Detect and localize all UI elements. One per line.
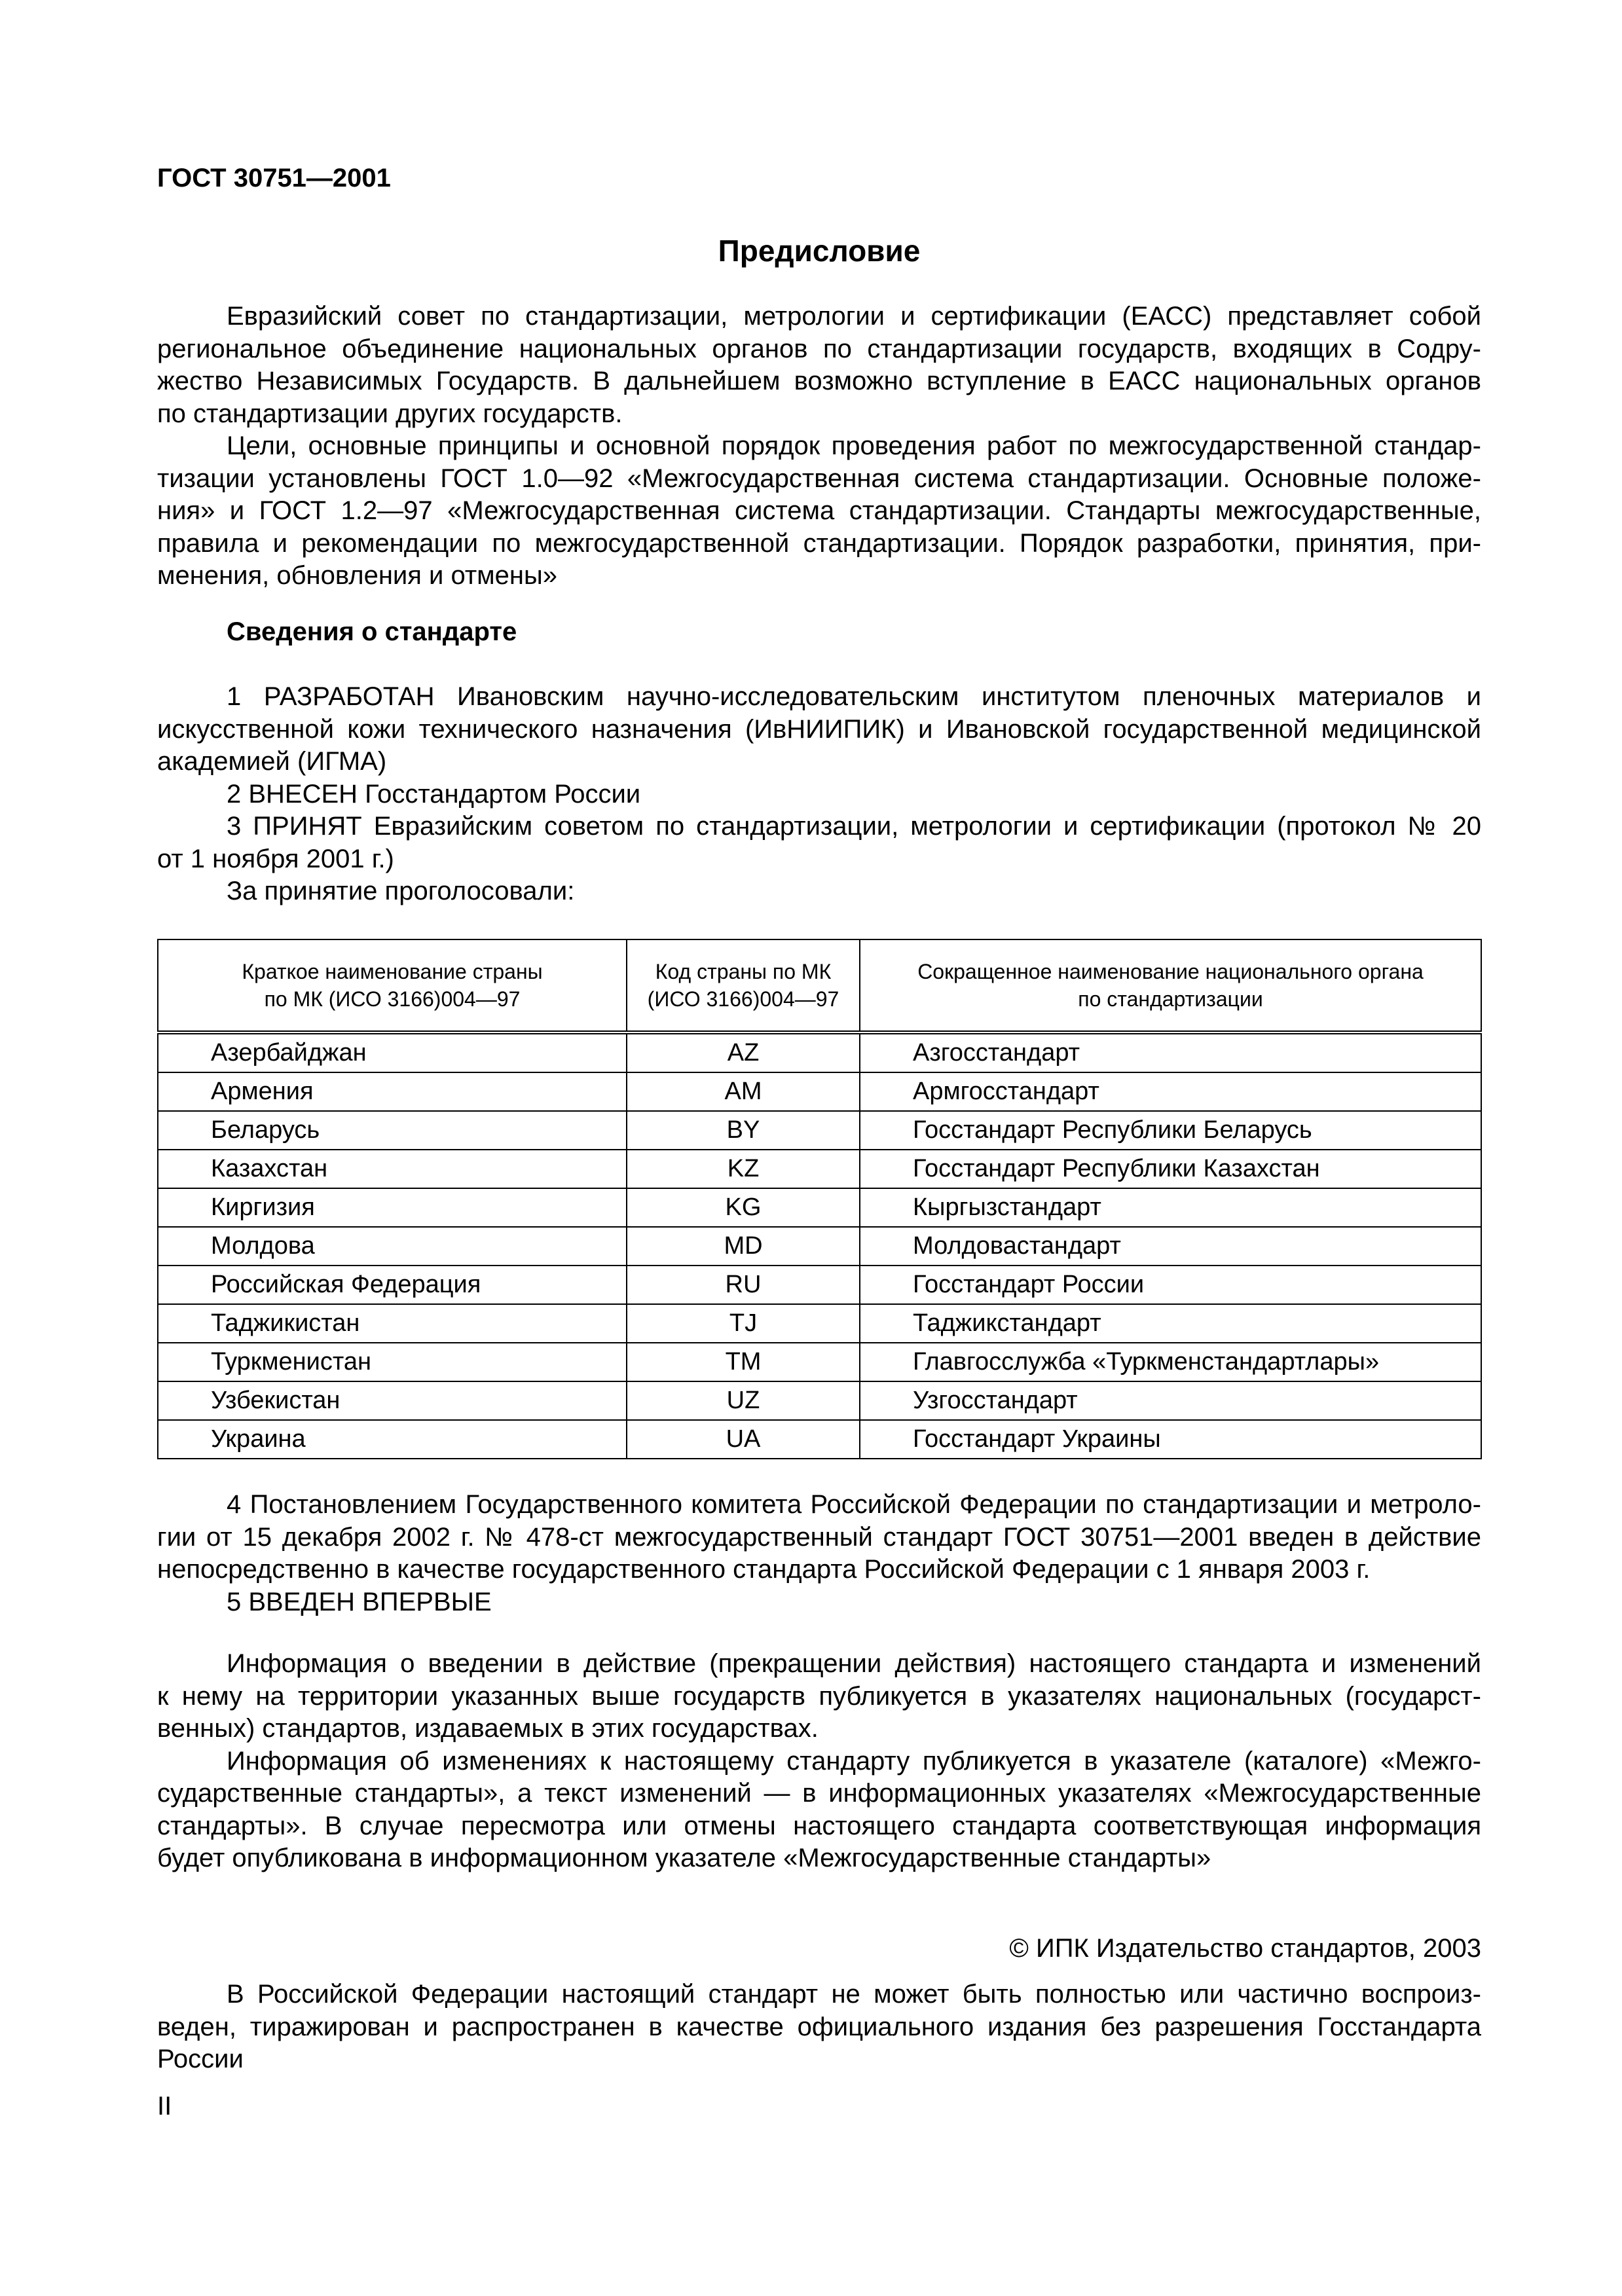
page-number: II [157, 2092, 172, 2121]
paragraph-line: венных) стандартов, издаваемых в этих государствах. [157, 1714, 819, 1743]
table-row [158, 1266, 1481, 1304]
paragraph-line: академией (ИГМА) [157, 747, 387, 776]
table-row [158, 1032, 1481, 1072]
code-cell: KG [627, 1188, 860, 1227]
paragraph-line: к нему на территории указанных выше государств публикуется в указателях национальных (государст- [157, 1681, 1481, 1711]
body-cell: Армгосстандарт [860, 1072, 1481, 1111]
foreword-section [157, 301, 1481, 592]
paragraph-line: Евразийский совет по стандартизации, метрологии и сертификации (ЕАСС) представляет собой [227, 302, 1481, 331]
header-line: Краткое наименование страны [242, 960, 543, 983]
body-cell: Молдовастандарт [860, 1227, 1481, 1266]
body-cell: Главгосслужба «Туркменстандартлары» [860, 1343, 1481, 1381]
paragraph-line: от 1 ноября 2001 г.) [157, 844, 394, 873]
paragraph-line: Информация об изменениях к настоящему стандарту публикуется в указателе (каталоге) «Межго- [227, 1746, 1481, 1776]
country-cell: Узбекистан [158, 1381, 627, 1420]
country-cell: Армения [158, 1072, 627, 1111]
code-cell: UA [627, 1420, 860, 1459]
header-line: Код страны по МК [655, 960, 832, 983]
paragraph-line: жество Независимых Государств. В дальнейшем возможно вступление в ЕАСС национальных органов [157, 367, 1481, 395]
country-cell: Казахстан [158, 1150, 627, 1188]
paragraph-line: 4 Постановлением Государственного комитета Российской Федерации по стандартизации и метроло- [227, 1490, 1481, 1519]
code-cell: BY [627, 1111, 860, 1150]
paragraph-line: будет опубликована в информационном указателе «Межгосударственные стандарты» [157, 1844, 1211, 1872]
country-cell: Украина [158, 1420, 627, 1459]
paragraph-line: веден, тиражирован и распространен в качестве официального издания без разрешения Госстандарта [157, 2012, 1481, 2041]
rights-notice [157, 1978, 1481, 2076]
body-cell: Госстандарт Республики Беларусь [860, 1111, 1481, 1150]
body-cell: Узгосстандарт [860, 1381, 1481, 1420]
body-cell: Госстандарт Украины [860, 1420, 1481, 1459]
code-cell: MD [627, 1227, 860, 1266]
later-items [157, 1489, 1481, 1618]
paragraph-line: искусственной кожи технического назначения (ИвНИИПИК) и Ивановской государственной медицинской [157, 714, 1481, 744]
paragraph-line: сударственные стандарты», а текст изменений — в информационных указателях «Межгосударственные [157, 1779, 1481, 1808]
header-line: по МК (ИСО 3166)004—97 [264, 987, 521, 1011]
document-header: ГОСТ 30751—2001 [157, 164, 391, 192]
copyright: © ИПК Издательство стандартов, 2003 [1009, 1934, 1481, 1963]
table-row [158, 1111, 1481, 1150]
country-cell: Беларусь [158, 1111, 627, 1150]
header-line: по стандартизации [1078, 987, 1263, 1011]
paragraph-line: менения, обновления и отмены» [157, 561, 557, 590]
header-line: (ИСО 3166)004—97 [647, 987, 839, 1011]
country-cell: Молдова [158, 1227, 627, 1266]
info-items [157, 681, 1481, 908]
paragraph-line: гии от 15 декабря 2002 г. № 478-ст межгосударственный стандарт ГОСТ 30751—2001 введен в действие [157, 1522, 1481, 1552]
paragraph-line: стандарты». В случае пересмотра или отмены настоящего стандарта соответствующая информация [157, 1811, 1481, 1840]
country-cell: Российская Федерация [158, 1266, 627, 1304]
notices [157, 1648, 1481, 1875]
paragraph-line: непосредственно в качестве государственного стандарта Российской Федерации с 1 января 2003 г. [157, 1555, 1371, 1584]
code-cell: KZ [627, 1150, 860, 1188]
paragraph-line: За принятие проголосовали: [227, 877, 575, 905]
body-cell: Таджикстандарт [860, 1304, 1481, 1343]
paragraph-line: 2 ВНЕСЕН Госстандартом России [227, 779, 641, 809]
table-row [158, 1381, 1481, 1420]
body-cell: Госстандарт Республики Казахстан [860, 1150, 1481, 1188]
page-title: Предисловие [718, 234, 921, 268]
paragraph-line: России [157, 2045, 244, 2073]
code-cell: TJ [627, 1304, 860, 1343]
code-cell: TM [627, 1343, 860, 1381]
header-body [860, 939, 1481, 1032]
country-cell: Таджикистан [158, 1304, 627, 1343]
table-row [158, 1304, 1481, 1343]
country-cell: Киргизия [158, 1188, 627, 1227]
info-heading: Сведения о стандарте [227, 617, 517, 646]
paragraph-line: 1 РАЗРАБОТАН Ивановским научно-исследовательским институтом пленочных материалов и [227, 682, 1481, 711]
voting-table [157, 939, 1482, 1459]
paragraph-line: региональное объединение национальных органов по стандартизации государств, входящих в Содру- [157, 334, 1481, 363]
body-cell: Азгосстандарт [860, 1032, 1481, 1072]
paragraph-line: по стандартизации других государств. [157, 399, 623, 428]
table-row [158, 1227, 1481, 1266]
paragraph-line: В Российской Федерации настоящий стандарт не может быть полностью или частично воспроиз- [227, 1980, 1481, 2009]
table-row [158, 1188, 1481, 1227]
code-cell: AZ [627, 1032, 860, 1072]
country-cell: Азербайджан [158, 1032, 627, 1072]
country-cell: Туркменистан [158, 1343, 627, 1381]
header-country [158, 939, 627, 1032]
body-cell: Госстандарт России [860, 1266, 1481, 1304]
table-row [158, 1420, 1481, 1459]
table-row [158, 1343, 1481, 1381]
table-row [158, 1150, 1481, 1188]
header-line: Сокращенное наименование национального органа [917, 960, 1424, 983]
paragraph-line: Цели, основные принципы и основной порядок проведения работ по межгосударственной стандар- [227, 431, 1481, 460]
code-cell: UZ [627, 1381, 860, 1420]
paragraph-line: Информация о введении в действие (прекращении действия) настоящего стандарта и изменений [227, 1649, 1481, 1678]
body-cell: Кыргызстандарт [860, 1188, 1481, 1227]
paragraph-line: тизации установлены ГОСТ 1.0—92 «Межгосударственная система стандартизации. Основные положе- [157, 464, 1481, 493]
paragraph-line: ния» и ГОСТ 1.2—97 «Межгосударственная система стандартизации. Стандарты межгосударственные, [157, 496, 1481, 525]
table-header-row [158, 939, 1481, 1032]
header-code [627, 939, 860, 1032]
code-cell: AM [627, 1072, 860, 1111]
code-cell: RU [627, 1266, 860, 1304]
paragraph-line: правила и рекомендации по межгосударственной стандартизации. Порядок разработки, принятия, при- [157, 528, 1481, 558]
paragraph-line: 3 ПРИНЯТ Евразийским советом по стандартизации, метрологии и сертификации (протокол № 20 [227, 812, 1481, 841]
paragraph-line: 5 ВВЕДЕН ВПЕРВЫЕ [227, 1587, 492, 1616]
table-row [158, 1072, 1481, 1111]
